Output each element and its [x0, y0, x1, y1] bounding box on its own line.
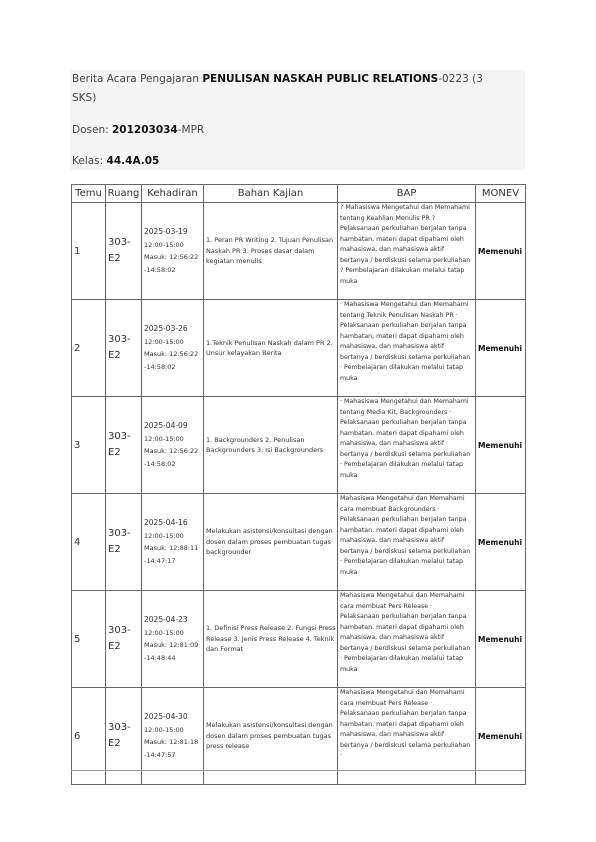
cell-temu: 2 — [72, 300, 106, 397]
cell-ruang: 303-E2 — [106, 591, 142, 688]
session-date: 2025-04-30 — [144, 712, 188, 721]
bap-text: Mahasiswa Mengetahui dan Memahami cara membuat Backgrounders · Pelaksanaan perkuliahan berjalan tanpa hambatan, materi dapat dipahami oleh mahasiswa, dan mahasiswa aktif bertanya / berdiskusi selama perkuliahan · Pembelajaran dilakukan melalui tatap muka — [340, 495, 471, 576]
dosen-id: 201203034 — [111, 124, 178, 136]
page-title — [72, 72, 483, 87]
col-bap: BAP — [338, 185, 476, 203]
check-out: -14:47:57 — [144, 750, 176, 759]
title-prefix: Berita Acara Pengajaran — [72, 73, 203, 85]
col-ruang: Ruang — [106, 185, 142, 203]
check-in: Masuk: 12:81:18 — [144, 738, 199, 746]
cell-kehadiran — [142, 300, 204, 397]
check-in: Masuk: 12:88:11 — [144, 544, 199, 552]
bap-text: Mahasiswa Mengetahui dan Memahami cara membuat Pers Release · Pelaksanaan perkuliahan berjalan tanpa hambatan, materi dapat dipahami oleh mahasiswa, dan mahasiswa aktif bertanya / berdiskusi selama perkuliahan · — [340, 689, 471, 759]
cell-ruang: 303-E2 — [106, 397, 142, 494]
session-time: 12:00-15:00 — [144, 337, 184, 346]
cell-monev: Memenuhi — [476, 300, 526, 397]
cell-bap — [338, 203, 476, 300]
check-out: -14:58:02 — [144, 459, 176, 468]
dosen-suffix: -MPR — [177, 124, 205, 136]
cell-ruang: 303-E2 — [106, 203, 142, 300]
cell-bahan-kajian: 1. Backgrounders 2. Penulisan Backgrounders 3. Isi Backgrounders — [204, 397, 338, 494]
col-temu: Temu — [72, 185, 106, 203]
session-time: 12:00-15:00 — [144, 628, 184, 637]
bap-text: ? Mahasiswa Mengetahui dan Memahami tentang Keahlian Menulis PR ? Pelaksanaan perkuliahan berjalan tanpa hambatan, materi dapat dipahami oleh mahasiswa, dan mahasiswa aktif bertanya / berdiskusi selama perkuliahan ? Pembelajaran dilakukan melalui tatap muka — [340, 204, 471, 285]
cell-bap — [338, 494, 476, 591]
table-row — [72, 397, 526, 494]
table-row — [72, 494, 526, 591]
cell-monev: Memenuhi — [476, 688, 526, 785]
cell-bahan-kajian: Melakukan asistensi/konsultasi dengan dosen dalam proses pembuatan tugas backgrounder — [204, 494, 338, 591]
cell-kehadiran — [142, 591, 204, 688]
document-header — [70, 70, 525, 170]
cell-ruang: 303-E2 — [106, 494, 142, 591]
bap-text: Mahasiswa Mengetahui dan Memahami cara membuat Pers Release · Pelaksanaan perkuliahan berjalan tanpa hambatan, materi dapat dipahami oleh mahasiswa, dan mahasiswa aktif bertanya / berdiskusi selama perkuliahan · Pembelajaran dilakukan melalui tatap muka — [340, 592, 471, 673]
session-date: 2025-03-26 — [144, 324, 188, 333]
session-date: 2025-04-09 — [144, 421, 188, 430]
cell-temu: 4 — [72, 494, 106, 591]
cell-bahan-kajian: 1.Teknik Penulisan Naskah dalam PR 2. Unsur kelayakan Berita — [204, 300, 338, 397]
session-date: 2025-04-23 — [144, 615, 188, 624]
cell-monev: Memenuhi — [476, 203, 526, 300]
dosen-label: Dosen: — [72, 124, 112, 136]
bap-text: · Mahasiswa Mengetahui dan Memahami tentang Media Kit, Backgrounders · Pelaksanaan perkuliahan berjalan tanpa hambatan, materi dapat dipahami oleh mahasiswa, dan mahasiswa aktif bertanya / berdiskusi selama perkuliahan · Pembelajaran dilakukan melalui tatap muka — [340, 398, 471, 479]
check-in: Masuk: 12:56:22 — [144, 447, 199, 455]
session-date: 2025-03-19 — [144, 227, 188, 236]
cell-bap — [338, 300, 476, 397]
session-date: 2025-04-16 — [144, 518, 188, 527]
check-in: Masuk: 12:56:22 — [144, 253, 199, 261]
kelas-line — [72, 154, 159, 169]
check-in: Masuk: 12:81:09 — [144, 641, 199, 649]
cell-kehadiran — [142, 203, 204, 300]
cell-kehadiran — [142, 397, 204, 494]
course-sks: SKS) — [72, 92, 97, 104]
check-out: -14:58:02 — [144, 362, 176, 371]
session-time: 12:00-15:00 — [144, 725, 184, 734]
cell-bahan-kajian: 1. Peran PR Writing 2. Tujuan Penulisan Naskah PR 3. Proses dasar dalam kegiatan menulis — [204, 203, 338, 300]
cell-bahan-kajian: Melakukan asistensi/konsultasi dengan dosen dalam proses pembuatan tugas press release — [204, 688, 338, 785]
cell-ruang: 303-E2 — [106, 688, 142, 785]
check-out: -14:48:44 — [144, 653, 176, 662]
col-monev: MONEV — [476, 185, 526, 203]
session-time: 12:00-15:00 — [144, 531, 184, 540]
session-time: 12:00-15:00 — [144, 434, 184, 443]
kelas-label: Kelas: — [72, 155, 107, 167]
cell-temu: 3 — [72, 397, 106, 494]
session-time: 12:00-15:00 — [144, 240, 184, 249]
cell-temu: 1 — [72, 203, 106, 300]
col-kehadiran: Kehadiran — [142, 185, 204, 203]
cell-monev: Memenuhi — [476, 397, 526, 494]
bap-text: · Mahasiswa Mengetahui dan Memahami tentang Teknik Penulisan Naskah PR · Pelaksanaan perkuliahan berjalan tanpa hambatan, materi dapat dipahami oleh mahasiswa, dan mahasiswa aktif bertanya / berdiskusi selama perkuliahan · Pembelajaran dilakukan melalui tatap muka — [340, 301, 471, 382]
cell-temu: 6 — [72, 688, 106, 785]
cell-bahan-kajian: 1. Definisi Press Release 2. Fungsi Press Release 3. Jenis Press Release 4. Teknik dan Format — [204, 591, 338, 688]
check-out: -14:58:02 — [144, 265, 176, 274]
table-header-row — [72, 185, 526, 203]
cell-ruang: 303-E2 — [106, 300, 142, 397]
cell-monev: Memenuhi — [476, 591, 526, 688]
course-code: -0223 (3 — [438, 73, 483, 85]
page-bottom-divider — [71, 770, 525, 771]
col-bahan-kajian: Bahan Kajian — [204, 185, 338, 203]
cell-kehadiran — [142, 494, 204, 591]
cell-bap — [338, 591, 476, 688]
check-out: -14:47:17 — [144, 556, 176, 565]
cell-monev: Memenuhi — [476, 494, 526, 591]
attendance-table — [71, 184, 526, 785]
dosen-line — [72, 123, 204, 138]
cell-bap — [338, 397, 476, 494]
kelas-value: 44.4A.05 — [106, 155, 160, 167]
course-name: PENULISAN NASKAH PUBLIC RELATIONS — [202, 73, 439, 85]
table-row — [72, 203, 526, 300]
cell-temu: 5 — [72, 591, 106, 688]
check-in: Masuk: 12:56:22 — [144, 350, 199, 358]
table-row — [72, 300, 526, 397]
table-row — [72, 591, 526, 688]
